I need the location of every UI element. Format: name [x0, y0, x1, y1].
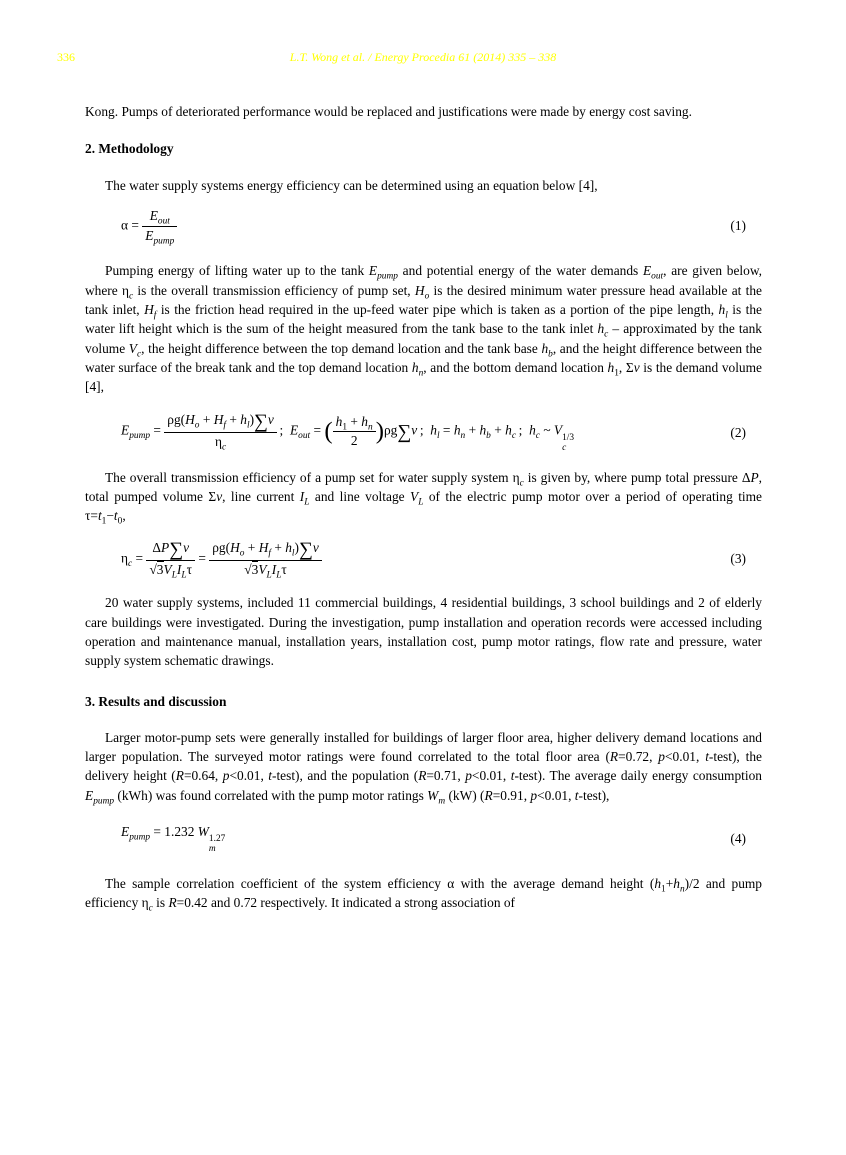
- equation-1: [85, 208, 762, 245]
- equation-2: [85, 412, 762, 453]
- equation-2-number: (2): [730, 425, 746, 441]
- paragraph-methodology-intro: The water supply systems energy efficiency can be determined using an equation below [4],: [105, 177, 598, 193]
- page-number: 336: [57, 50, 75, 64]
- equation-4-expression: $E_{pump} = 1.232$ W 1.27 m: [121, 824, 226, 855]
- paragraph-sample-correlation: The sample correlation coefficient of the system efficiency α with the average demand height $(h_1+h_n)/2$ and pump efficiency $\eta_c$ is R=0.42 and 0.72 respectively. It indicated a strong association of: [85, 875, 763, 914]
- equation-4-number: (4): [730, 830, 746, 846]
- section-heading-results: 3. Results and discussion: [85, 693, 227, 709]
- equation-2-expression: $E_{pump}$ = $\frac{\rho g(H_o + H_f + h_l)\sum v}{\eta_c}$ ; $E_{out}$ = ( $\frac{h_1 + h_n}{2}$ )ρg∑v ; $h_l = h_n + h_b + h_c$ ; $h_c$ ~ V 1/3 c: [121, 411, 575, 454]
- running-header: [57, 50, 789, 66]
- equation-3-expression: $\eta_c$ = $\frac{\Delta P\sum v}{√3V_LI_L\tau}$ = $\frac{\rho g(H_o + H_f + h_l)\sum v}{√3V_LI_L\tau}$: [121, 540, 322, 579]
- paragraph-continuation: Kong. Pumps of deteriorated performance would be replaced and justifications were made by energy cost saving.: [85, 104, 692, 119]
- page-content: [85, 102, 762, 912]
- equation-1-number: (1): [730, 218, 746, 234]
- equation-3: [85, 540, 762, 579]
- equation-1-expression: α = $\frac{E_{out}}{E_{pump}}$: [121, 208, 177, 245]
- paragraph-transmission-efficiency: The overall transmission efficiency of a pump set for water supply system $\eta_c$ is given by, where pump total pressure ΔP, total pumped volume Σv, line current $I_L$ and line voltage $V_L$ of the electric pump motor over a period of operating time $\tau=t_1-t_0$,: [85, 469, 763, 528]
- paragraph-survey: 20 water supply systems, included 11 commercial buildings, 4 residential buildings, 3 school buildings and 2 of elderly care buildings were investigated. During the investigation, pump installation and operation records were accessed including operation and maintenance manual, installation years, installation cost, pump motor ratings, flow rate and pressure, water supply system schematic drawings.: [85, 595, 762, 669]
- running-title: L.T. Wong et al. / Energy Procedia 61 (2014) 335 – 338: [289, 50, 557, 64]
- paragraph-pumping-energy: Pumping energy of lifting water up to the tank $E_{pump}$ and potential energy of the water demands $E_{out}$, are given below, where $\eta_c$ is the overall transmission efficiency of pump set, $H_o$ is the desired minimum water pressure head available at the tank inlet, $H_f$ is the friction head required in the up-feed water pipe which is taken as a portion of the pipe length, $h_l$ is the water lift height which is the sum of the height measured from the tank base to the tank inlet $h_c$ – approximated by the tank volume $V_c$, the height difference between the top demand location and the tank base $h_b$, and the height difference between the water surface of the break tank and the top demand location $h_n$, and the bottom demand location $h_1$, Σv is the demand volume [4],: [85, 263, 762, 395]
- equation-3-number: (3): [730, 551, 746, 567]
- section-heading-methodology: 2. Methodology: [85, 141, 174, 157]
- equation-4: [85, 822, 762, 855]
- paragraph-correlations: Larger motor-pump sets were generally installed for buildings of larger floor area, higher delivery demand locations and larger population. The surveyed motor ratings were found correlated to the total floor area (R=0.72, p<0.01, t-test), the delivery height (R=0.64, p<0.01, t-test), and the population (R=0.71, p<0.01, t-test). The average daily energy consumption $E_{pump}$ (kWh) was found correlated with the pump motor ratings $W_m$ (kW) (R=0.91, p<0.01, t-test),: [85, 729, 763, 807]
